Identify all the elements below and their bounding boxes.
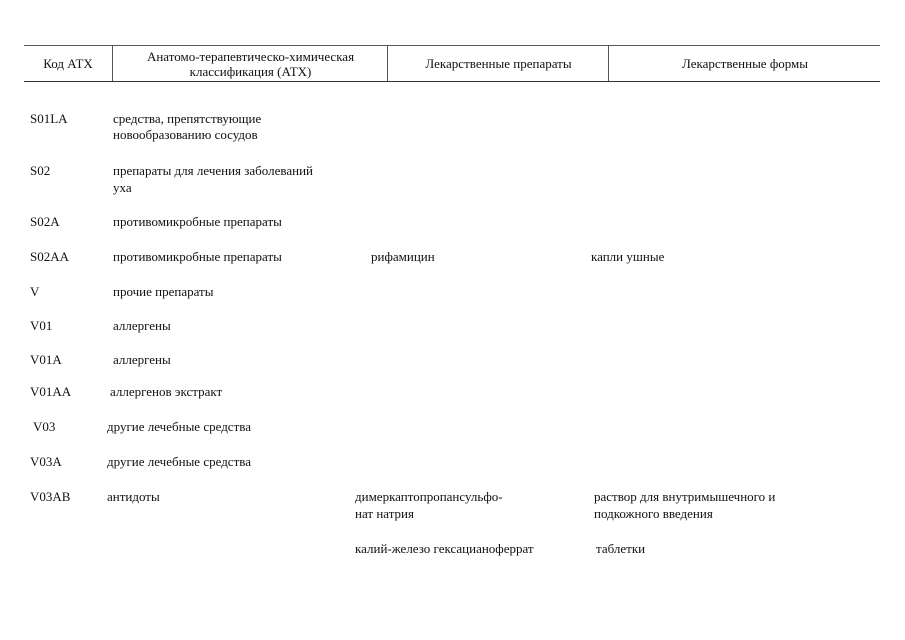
header-drugs: Лекарственные препараты	[387, 46, 609, 81]
row-name: препараты для лечения заболеваний	[113, 163, 313, 178]
header-classification: Анатомо-терапевтическо-химическая классификация (АТХ)	[112, 46, 388, 81]
row-form: подкожного введения	[594, 506, 713, 521]
row-form: раствор для внутримышечного и	[594, 489, 776, 504]
row-name: противомикробные препараты	[113, 249, 282, 264]
row-name: антидоты	[107, 489, 160, 504]
row-code: V	[30, 284, 40, 299]
row-drug: димеркаптопропансульфо-	[355, 489, 503, 504]
row-drug: нат натрия	[355, 506, 414, 521]
row-drug: рифамицин	[371, 249, 435, 264]
row-name: уха	[113, 180, 132, 195]
row-code: S01LA	[30, 111, 68, 126]
row-name: другие лечебные средства	[107, 419, 251, 434]
row-name: новообразованию сосудов	[113, 127, 258, 142]
row-code: S02	[30, 163, 51, 178]
row-code: V03A	[30, 454, 62, 469]
row-code: V03	[33, 419, 56, 434]
row-name: прочие препараты	[113, 284, 214, 299]
row-drug: калий-железо гексацианоферрат	[355, 541, 534, 556]
table-header	[24, 45, 880, 82]
row-form: капли ушные	[591, 249, 665, 264]
row-code: V01AA	[30, 384, 72, 399]
row-name: средства, препятствующие	[113, 111, 262, 126]
row-code: S02AA	[30, 249, 70, 264]
row-form: таблетки	[596, 541, 646, 556]
row-code: V01	[30, 318, 53, 333]
row-name: аллергены	[113, 352, 171, 367]
row-name: другие лечебные средства	[107, 454, 251, 469]
row-code: V01A	[30, 352, 62, 367]
row-name: аллергенов экстракт	[110, 384, 223, 399]
row-name: аллергены	[113, 318, 171, 333]
row-name: противомикробные препараты	[113, 214, 282, 229]
row-code: S02A	[30, 214, 60, 229]
header-code: Код АТХ	[43, 56, 93, 71]
header-forms: Лекарственные формы	[608, 46, 881, 81]
row-code: V03AB	[30, 489, 71, 504]
